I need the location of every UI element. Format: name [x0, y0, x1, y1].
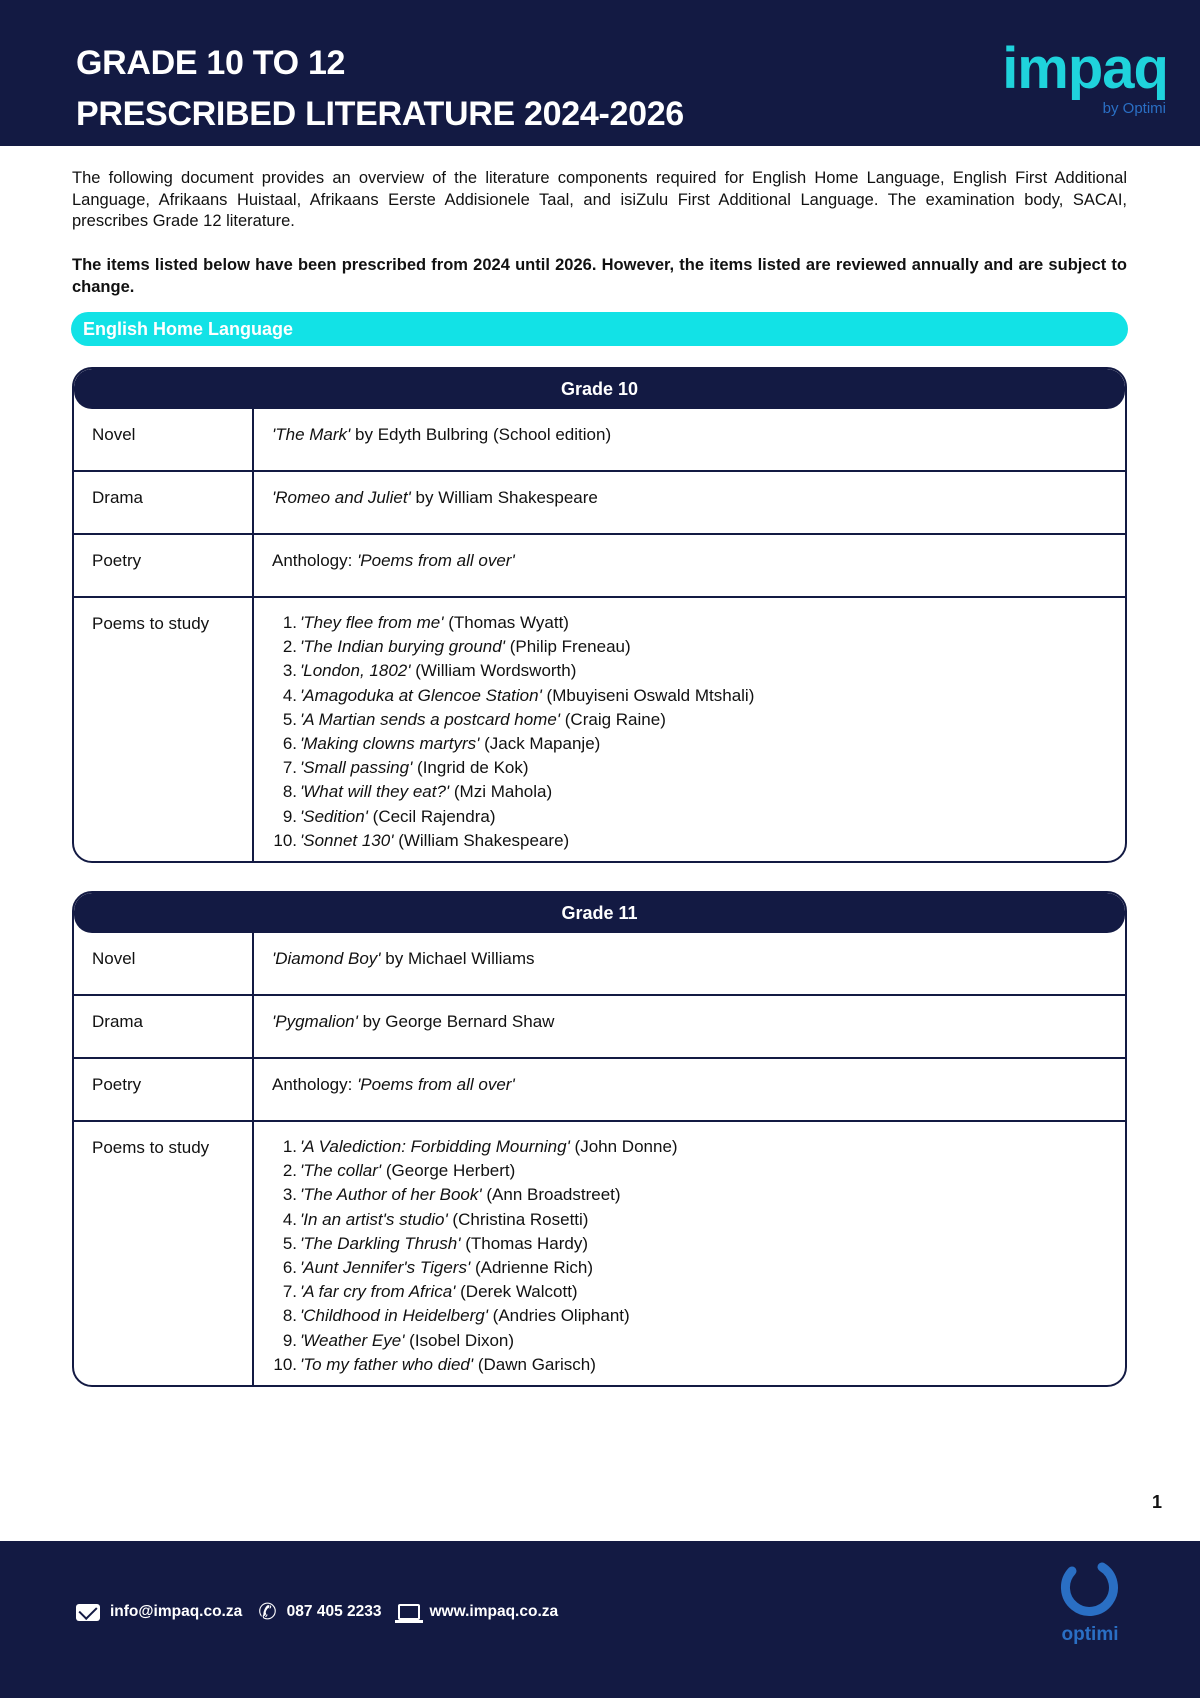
phone-icon: ✆ [258, 1599, 277, 1624]
drama-author: by William Shakespeare [410, 488, 598, 507]
poem-number: 8. [282, 1306, 297, 1326]
poem-author: (Mbuyiseni Oswald Mtshali) [541, 685, 755, 705]
poem-author: (Thomas Hardy) [460, 1233, 589, 1253]
novel-title: 'Diamond Boy' [272, 949, 381, 968]
anthology-title: 'Poems from all over' [357, 551, 515, 570]
poetry-label: Poetry [74, 1059, 254, 1120]
poem-item [268, 708, 1125, 732]
poem-author: (Craig Raine) [560, 709, 666, 729]
anthology-title: 'Poems from all over' [357, 1075, 515, 1094]
intro-note: The items listed below have been prescribed from 2024 until 2026. However, the items listed are reviewed annually and are subject to change. [72, 256, 1127, 296]
poem-title: 'A Valediction: Forbidding Mourning' [300, 1137, 570, 1156]
poem-title: 'Sonnet 130' [300, 830, 394, 850]
email-link[interactable]: info@impaq.co.za [110, 1603, 243, 1620]
title-line-1: GRADE 10 TO 12 [76, 44, 346, 82]
poem-item [268, 611, 1125, 635]
poem-item [268, 1135, 1125, 1159]
poem-number: 5. [282, 1233, 297, 1253]
drama-author: by George Bernard Shaw [357, 1012, 555, 1031]
poem-number: 6. [282, 734, 297, 754]
novel-title: 'The Mark' [272, 425, 351, 444]
poem-list [268, 611, 1125, 861]
page-title [76, 38, 684, 140]
logo-tagline: by Optimi [1102, 100, 1166, 117]
novel-row [74, 933, 1125, 996]
poem-title: 'Aunt Jennifer's Tigers' [300, 1258, 471, 1278]
novel-value [254, 409, 1125, 470]
poem-number: 7. [282, 758, 297, 778]
poem-number: 2. [282, 637, 297, 657]
poem-number: 2. [282, 1161, 297, 1181]
poem-number: 7. [282, 1282, 297, 1302]
poem-title: 'What will they eat?' [300, 782, 450, 802]
anthology-prefix: Anthology: [272, 551, 358, 570]
poem-number: 8. [282, 782, 297, 802]
poem-author: (Mzi Mahola) [449, 782, 553, 802]
poem-item [268, 732, 1125, 756]
poem-item [268, 684, 1125, 708]
page-header [0, 0, 1200, 146]
grade-table [72, 891, 1127, 1387]
poem-item [268, 1232, 1125, 1256]
poem-number: 10. [273, 1354, 297, 1374]
poem-author: (Thomas Wyatt) [443, 613, 569, 632]
optimi-wordmark: optimi [1061, 1624, 1119, 1645]
poem-title: 'To my father who died' [300, 1354, 474, 1374]
drama-value [254, 472, 1125, 533]
poem-number: 4. [282, 1209, 297, 1229]
poem-author: (Jack Mapanje) [479, 734, 601, 754]
poem-item [268, 1183, 1125, 1207]
poem-title: 'Making clowns martyrs' [300, 734, 480, 754]
optimi-logo [1050, 1561, 1130, 1646]
poem-title: 'A far cry from Africa' [300, 1282, 456, 1302]
drama-title: 'Pygmalion' [272, 1012, 358, 1031]
poem-item [268, 829, 1125, 853]
poem-author: (John Donne) [569, 1137, 678, 1156]
poem-item [268, 1353, 1125, 1377]
poem-title: 'Small passing' [300, 758, 413, 778]
poem-item [268, 1304, 1125, 1328]
laptop-icon [398, 1604, 420, 1620]
poem-author: (Isobel Dixon) [404, 1330, 515, 1350]
novel-value [254, 933, 1125, 994]
poem-number: 5. [282, 709, 297, 729]
poem-title: 'Amagoduka at Glencoe Station' [300, 685, 542, 705]
poem-author: (Philip Freneau) [504, 637, 631, 657]
drama-title: 'Romeo and Juliet' [272, 488, 411, 507]
drama-label: Drama [74, 472, 254, 533]
section-heading: English Home Language [71, 312, 1128, 346]
poems-value [254, 598, 1125, 861]
poetry-row [74, 535, 1125, 598]
grade-heading: Grade 11 [74, 893, 1125, 933]
optimi-swirl-icon [1058, 1561, 1122, 1619]
poem-title: 'They flee from me' [300, 613, 444, 632]
poem-number: 9. [282, 806, 297, 826]
website-link[interactable]: www.impaq.co.za [429, 1603, 559, 1620]
poem-title: 'A Martian sends a postcard home' [300, 709, 561, 729]
poem-author: (Ann Broadstreet) [481, 1185, 621, 1205]
poem-item [268, 756, 1125, 780]
poem-item [268, 1329, 1125, 1353]
drama-label: Drama [74, 996, 254, 1057]
poem-author: (William Wordsworth) [410, 661, 577, 681]
poem-author: (Cecil Rajendra) [367, 806, 496, 826]
poem-title: 'The Author of her Book' [300, 1185, 482, 1205]
poems-row [74, 598, 1125, 861]
poem-title: 'London, 1802' [300, 661, 411, 681]
poem-title: 'In an artist's studio' [300, 1209, 448, 1229]
poem-title: 'Sedition' [300, 806, 368, 826]
poem-list [268, 1135, 1125, 1385]
novel-label: Novel [74, 409, 254, 470]
phone-link[interactable]: 087 405 2233 [286, 1603, 382, 1620]
drama-row [74, 472, 1125, 535]
page-number: 1 [1152, 1492, 1163, 1512]
logo-wordmark: impaq [1002, 36, 1168, 101]
poem-item [268, 1159, 1125, 1183]
poem-author: (Adrienne Rich) [470, 1258, 594, 1278]
poems-value [254, 1122, 1125, 1385]
poem-author: (George Herbert) [381, 1161, 516, 1181]
poetry-value [254, 1059, 1125, 1120]
novel-label: Novel [74, 933, 254, 994]
poem-title: 'The Darkling Thrush' [300, 1233, 461, 1253]
intro-paragraph: The following document provides an overview of the literature components required for English Home Language, English First Additional Language, Afrikaans Huistaal, Afrikaans Eerste Addisionele Taal, and isiZulu First Additional Language. The examination body, SACAI, prescribes Grade 12 literature. [72, 169, 1127, 230]
impaq-logo [978, 36, 1168, 118]
poem-number: 3. [282, 1185, 297, 1205]
poem-item [268, 659, 1125, 683]
poem-number: 9. [282, 1330, 297, 1350]
grade-heading: Grade 10 [74, 369, 1125, 409]
poems-label: Poems to study [74, 1122, 254, 1385]
poem-item [268, 1208, 1125, 1232]
poem-author: (Ingrid de Kok) [412, 758, 529, 778]
poem-number: 1. [282, 613, 297, 632]
poem-item [268, 805, 1125, 829]
poetry-label: Poetry [74, 535, 254, 596]
poem-number: 3. [282, 661, 297, 681]
poem-title: 'The Indian burying ground' [300, 637, 505, 657]
novel-row [74, 409, 1125, 472]
poem-title: 'Childhood in Heidelberg' [300, 1306, 488, 1326]
novel-author: by Edyth Bulbring (School edition) [350, 425, 612, 444]
poetry-value [254, 535, 1125, 596]
grade-table [72, 367, 1127, 863]
poem-author: (Derek Walcott) [455, 1282, 578, 1302]
poems-label: Poems to study [74, 598, 254, 861]
page-footer [0, 1541, 1200, 1698]
drama-row [74, 996, 1125, 1059]
poem-author: (Andries Oliphant) [487, 1306, 630, 1326]
poem-author: (Christina Rosetti) [447, 1209, 589, 1229]
drama-value [254, 996, 1125, 1057]
contact-info [76, 1601, 558, 1623]
poem-number: 4. [282, 685, 297, 705]
poem-item [268, 1256, 1125, 1280]
title-line-2: PRESCRIBED LITERATURE 2024-2026 [76, 95, 684, 133]
poetry-row [74, 1059, 1125, 1122]
poem-item [268, 780, 1125, 804]
anthology-prefix: Anthology: [272, 1075, 358, 1094]
poem-number: 6. [282, 1258, 297, 1278]
poem-title: 'Weather Eye' [300, 1330, 405, 1350]
poem-author: (William Shakespeare) [393, 830, 570, 850]
novel-author: by Michael Williams [380, 949, 535, 968]
poem-item [268, 635, 1125, 659]
poems-row [74, 1122, 1125, 1385]
poem-number: 10. [273, 830, 297, 850]
poem-title: 'The collar' [300, 1161, 382, 1181]
poem-number: 1. [282, 1137, 297, 1156]
poem-item [268, 1280, 1125, 1304]
mail-icon [76, 1604, 100, 1621]
poem-author: (Dawn Garisch) [473, 1354, 596, 1374]
